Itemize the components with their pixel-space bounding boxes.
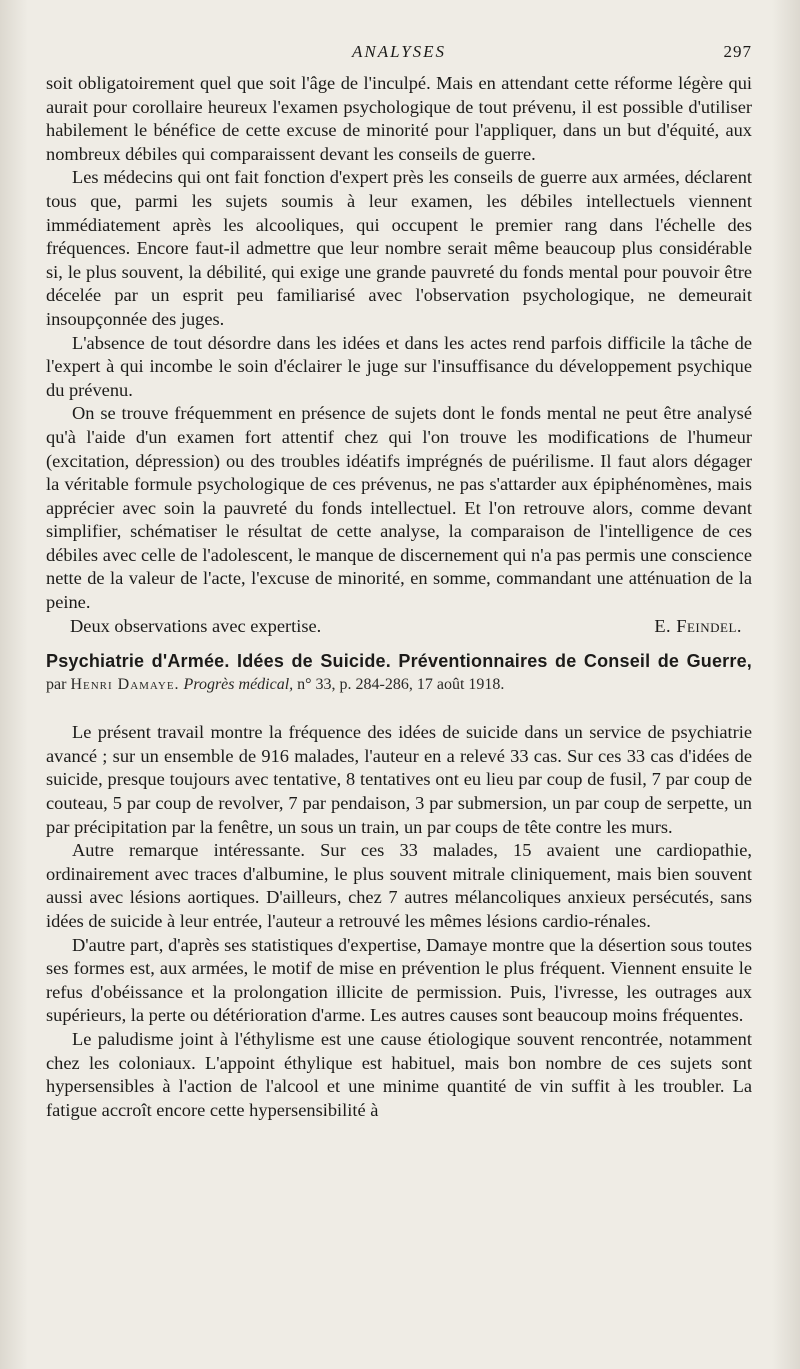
- review-author: Henri Damaye.: [70, 675, 180, 693]
- paragraph: D'autre part, d'après ses statistiques d'expertise, Damaye montre que la désertion sous toutes ses formes est, aux armées, le motif de mise en prévention le plus fréquent. Viennent ensuite le refus d'obéissance et la prolongation illicite de permission. Puis, l'ivresse, les outrages aux supérieurs, la perte ou détérioration d'arme. Les autres causes sont beaucoup moins fréquentes.: [46, 934, 752, 1026]
- review-title: Psychiatrie d'Armée. Idées de Suicide. Préventionnaires de Conseil de Guerre,: [46, 651, 752, 672]
- review-journal: Progrès médical,: [183, 675, 294, 693]
- paragraph: soit obligatoirement quel que soit l'âge de l'inculpé. Mais en attendant cette réforme légère qui aurait pour corollaire heureux l'examen psychologique de tout prévenu, il est possible d'utiliser habilement le bénéfice de cette excuse de minorité pour l'appliquer, dans un but d'équité, aux nombreux débiles qui comparaissent devant les conseils de guerre.: [46, 73, 752, 164]
- paragraph: L'absence de tout désordre dans les idées et dans les actes rend parfois difficile la tâche de l'expert à qui incombe le soin d'éclairer le juge sur l'insuffisance du développement psychique du prévenu.: [46, 332, 752, 400]
- article-1-body: [46, 72, 752, 615]
- review-heading: [46, 651, 752, 695]
- signature: E. Feindel.: [654, 615, 742, 636]
- paragraph: Le paludisme joint à l'éthylisme est une cause étiologique souvent rencontrée, notamment chez les coloniaux. L'appoint éthylique est habituel, mais bon nombre de ces sujets sont hypersensibles à l'action de l'alcool et une minime quantité de vin suffit à les troubler. La fatigue accroît encore cette hypersensibilité à: [46, 1028, 752, 1120]
- by-word: par: [46, 675, 67, 693]
- review-citation: n° 33, p. 284-286, 17 août 1918.: [297, 675, 505, 693]
- running-title: ANALYSES: [351, 42, 447, 61]
- paragraph: Le présent travail montre la fréquence des idées de suicide dans un service de psychiatrie avancé ; sur un ensemble de 916 malades, l'auteur en a relevé 33 cas. Sur ces 33 cas d'idées de suicide, presque toujours avec tentative, 8 tentatives ont eu lieu par coup de fusil, 7 par coup de couteau, 5 par coup de revolver, 7 par pendaison, 3 par submersion, un par coup de serpette, un par précipitation par la fenêtre, un sous un train, un par coups de tête contre les murs.: [46, 722, 752, 837]
- paragraph: Les médecins qui ont fait fonction d'expert près les conseils de guerre aux armées, déclarent tous que, parmi les sujets soumis à leur examen, les débiles intellectuels viennent immédiatement après les alcooliques, qui occupent le premier rang dans l'échelle des fréquences. Encore faut-il admettre que leur nombre serait même beaucoup plus considérable si, le plus souvent, la débilité, qui exige une grande pauvreté du fonds mental pour pouvoir être décelée par un esprit peu familiarisé avec l'observation psychologique, ne demeurait insoupçonnée des juges.: [46, 167, 752, 329]
- closing-note: Deux observations avec expertise.: [70, 615, 322, 636]
- paragraph: On se trouve fréquemment en présence de sujets dont le fonds mental ne peut être analysé qu'à l'aide d'un examen fort attentif chez qui l'on trouve les modifications de l'humeur (excitation, dépression) ou des troubles idéatifs imprégnés de puérilisme. Il faut alors dégager la véritable formule psychologique de ces prévenus, ne pas s'attarder aux épiphénomènes, mais apprécier avec soin la pauvreté du fonds intellectuel. Et l'on retrouve alors, comme devant simplifier, schématiser le résultat de cette analyse, la comparaison de l'intelligence de ces débiles avec celle de l'adolescent, le manque de discernement qui n'a pas permis une conscience nette de la valeur de l'acte, l'excuse de minorité, en somme, commandant une atténuation de la peine.: [46, 403, 752, 613]
- article-2-body: [46, 721, 752, 1122]
- page-number: 297: [723, 42, 752, 61]
- running-header: [46, 42, 752, 72]
- paragraph: Autre remarque intéressante. Sur ces 33 malades, 15 avaient une cardiopathie, ordinairement avec traces d'albumine, le plus souvent mitrale cliniquement, mais bien souvent aussi avec lésions aortiques. D'ailleurs, chez 7 autres mélancoliques anxieux persécutés, sans idées de suicide à leur entrée, l'auteur a retrouvé les mêmes lésions cardio-rénales.: [46, 840, 752, 931]
- closing-line: [46, 615, 752, 639]
- review-reference: [46, 676, 504, 693]
- section-spacer: [46, 695, 752, 721]
